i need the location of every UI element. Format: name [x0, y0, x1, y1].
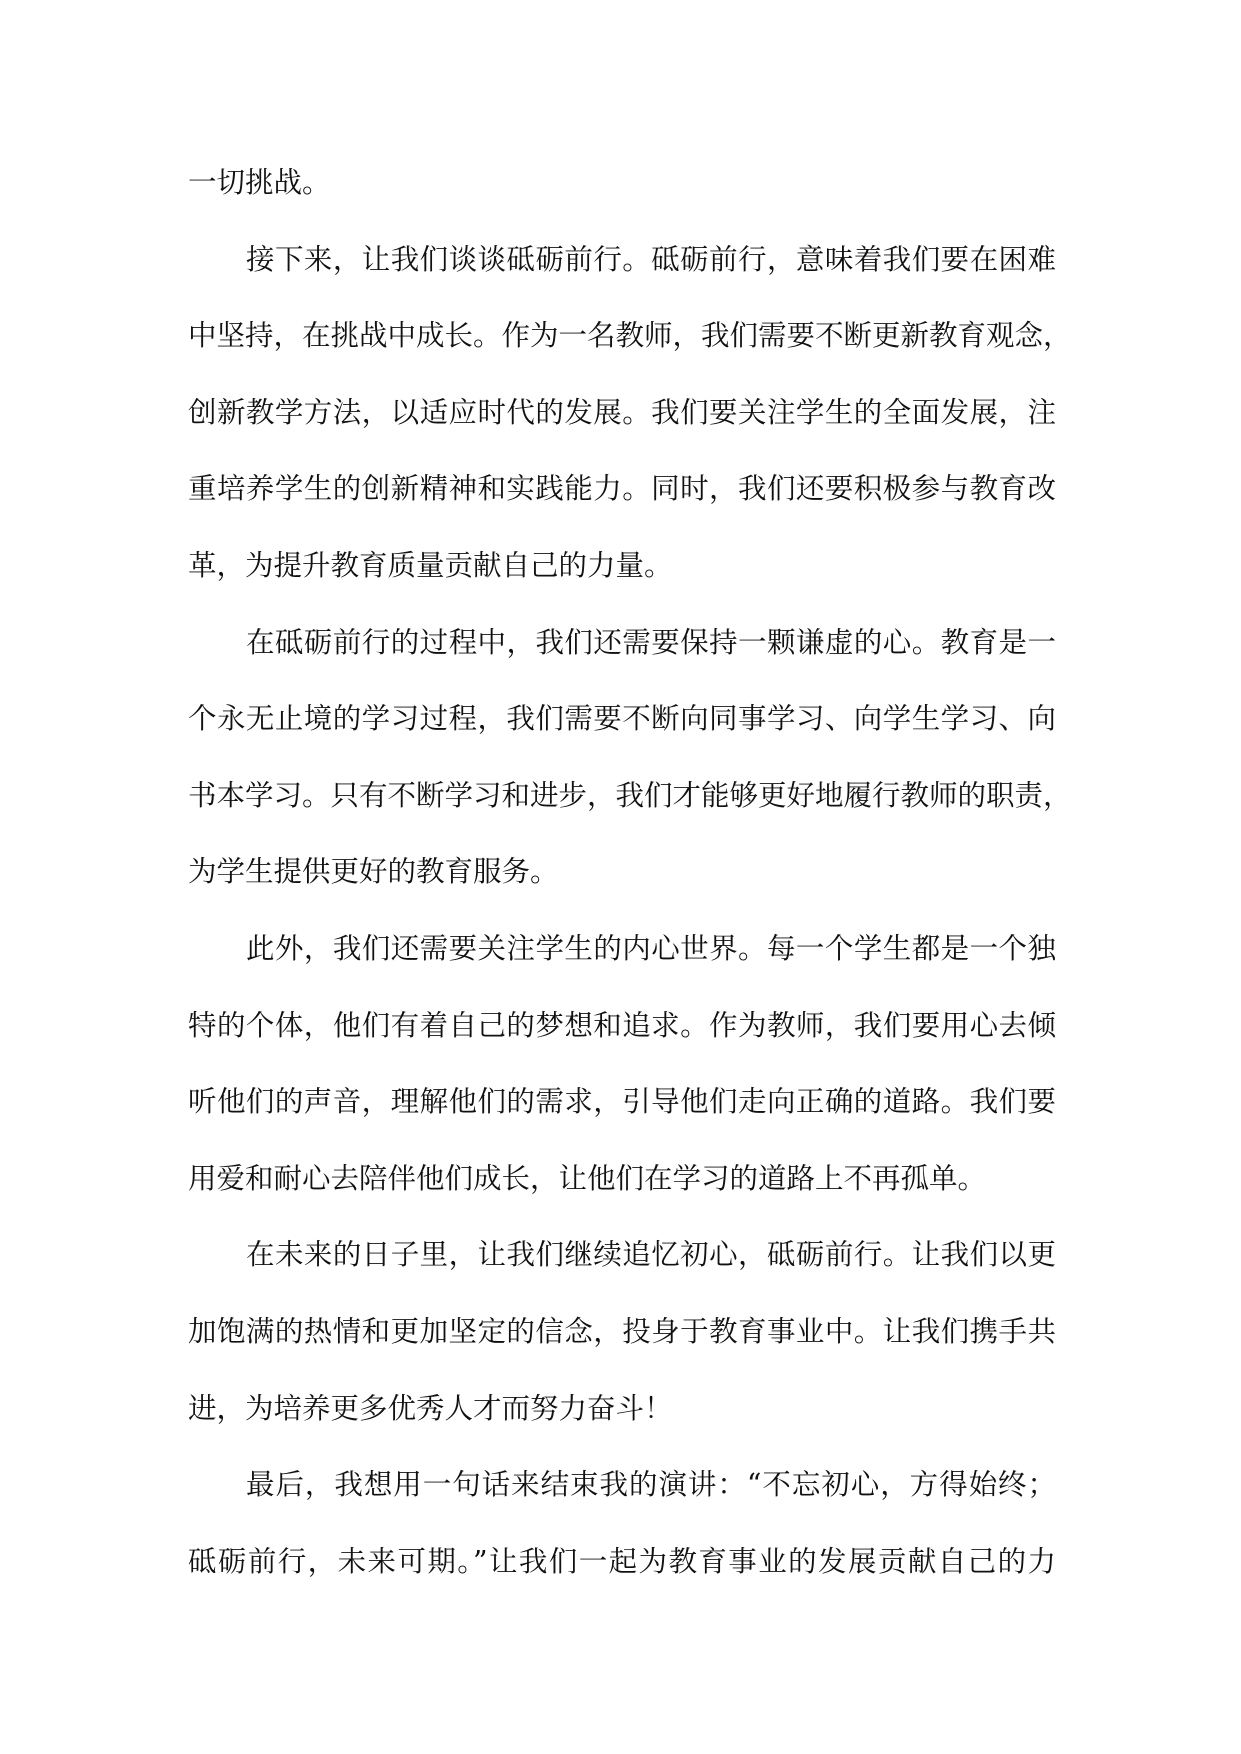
text-line: 为学生提供更好的教育服务。	[188, 855, 559, 889]
text-line: 听他们的声音，理解他们的需求，引导他们走向正确的道路。我们要	[188, 1085, 1056, 1119]
text-line: 在未来的日子里，让我们继续追忆初心，砥砺前行。让我们以更	[246, 1238, 1056, 1272]
text-line: 个永无止境的学习过程，我们需要不断向同事学习、向学生学习、向	[188, 702, 1056, 736]
text-line: 加饱满的热情和更加坚定的信念，投身于教育事业中。让我们携手共	[188, 1314, 1056, 1348]
text-line: 接下来，让我们谈谈砥砺前行。砥砺前行，意味着我们要在困难	[246, 242, 1056, 276]
text-line: 特的个体，他们有着自己的梦想和追求。作为教师，我们要用心去倾	[188, 1008, 1056, 1042]
speech-text	[188, 145, 1072, 1600]
text-line: 革，为提升教育质量贡献自己的力量。	[188, 548, 673, 582]
text-line: 进，为培养更多优秀人才而努力奋斗！	[188, 1391, 673, 1425]
text-line: 重培养学生的创新精神和实践能力。同时，我们还要积极参与教育改	[188, 472, 1056, 506]
text-line: 最后，我想用一句话来结束我的演讲：“不忘初心，方得始终；	[246, 1468, 1056, 1502]
text-line: 创新教学方法，以适应时代的发展。我们要关注学生的全面发展，注	[188, 395, 1056, 429]
text-line: 中坚持，在挑战中成长。作为一名教师，我们需要不断更新教育观念，	[188, 319, 1072, 353]
text-line: 此外，我们还需要关注学生的内心世界。每一个学生都是一个独	[246, 931, 1056, 965]
text-line: 书本学习。只有不断学习和进步，我们才能够更好地履行教师的职责，	[188, 778, 1072, 812]
text-line: 用爱和耐心去陪伴他们成长，让他们在学习的道路上不再孤单。	[188, 1161, 987, 1195]
text-line: 在砥砺前行的过程中，我们还需要保持一颗谦虚的心。教育是一	[246, 625, 1056, 659]
text-line: 一切挑战。	[188, 166, 331, 199]
text-line: 砥砺前行，未来可期。”让我们一起为教育事业的发展贡献自己的力	[188, 1544, 1056, 1578]
